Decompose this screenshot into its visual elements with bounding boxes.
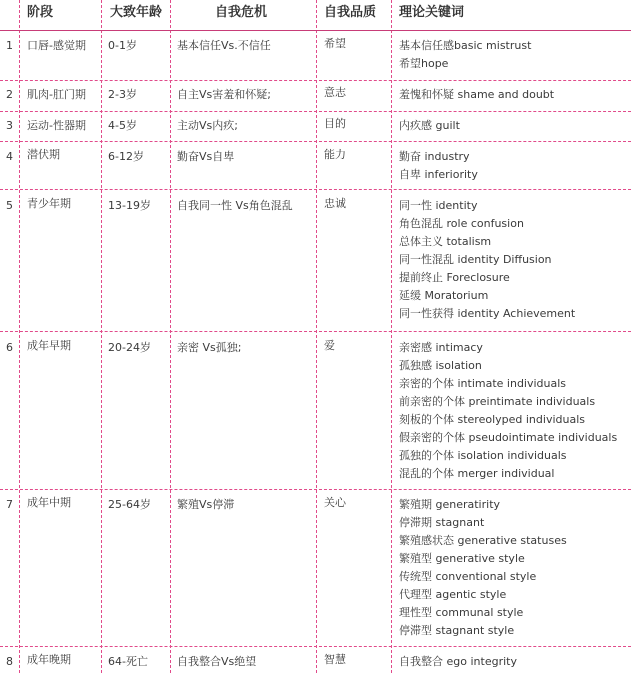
age-cell: 13-19岁 bbox=[108, 199, 151, 212]
virtue-cell: 目的 bbox=[324, 117, 346, 130]
keyword: 内疚感 guilt bbox=[399, 119, 460, 132]
virtue-cell: 爱 bbox=[324, 339, 335, 352]
row-number: 5 bbox=[6, 199, 13, 212]
row-divider bbox=[0, 111, 631, 112]
age-cell: 6-12岁 bbox=[108, 150, 144, 163]
row-number: 4 bbox=[6, 150, 13, 163]
keyword: 勤奋 industry bbox=[399, 150, 470, 163]
crisis-cell: 基本信任Vs.不信任 bbox=[177, 39, 271, 52]
keyword: 同一性 identity bbox=[399, 199, 478, 212]
keywords-cell bbox=[399, 86, 554, 104]
keyword: 孤独的个体 isolation individuals bbox=[399, 449, 567, 462]
crisis-cell: 主动Vs内疚; bbox=[177, 119, 238, 132]
keyword: 停滞期 stagnant bbox=[399, 516, 485, 529]
keyword: 繁殖期 generatirity bbox=[399, 498, 501, 511]
row-divider bbox=[0, 646, 631, 647]
header-keywords: 理论关键词 bbox=[399, 5, 465, 20]
age-cell: 20-24岁 bbox=[108, 341, 151, 354]
header-age: 大致年龄 bbox=[110, 5, 163, 20]
stage-cell: 潜伏期 bbox=[27, 148, 60, 161]
stage-cell: 成年晚期 bbox=[27, 653, 71, 666]
row-number: 7 bbox=[6, 498, 13, 511]
column-divider bbox=[391, 0, 392, 673]
row-divider bbox=[0, 489, 631, 490]
keywords-cell bbox=[399, 653, 517, 671]
keywords-cell bbox=[399, 37, 531, 73]
stage-cell: 运动-性器期 bbox=[27, 119, 86, 132]
stage-cell: 成年早期 bbox=[27, 339, 71, 352]
crisis-cell: 繁殖Vs停滞 bbox=[177, 498, 235, 511]
keyword: 假亲密的个体 pseudointimate individuals bbox=[399, 431, 618, 444]
row-number: 6 bbox=[6, 341, 13, 354]
keyword: 停滞型 stagnant style bbox=[399, 624, 515, 637]
column-divider bbox=[19, 0, 20, 673]
header-divider bbox=[0, 30, 631, 31]
crisis-cell: 自我整合Vs绝望 bbox=[177, 655, 257, 668]
keywords-cell bbox=[399, 117, 460, 135]
row-divider bbox=[0, 80, 631, 81]
keywords-cell bbox=[399, 496, 567, 640]
age-cell: 25-64岁 bbox=[108, 498, 151, 511]
stage-cell: 肌肉-肛门期 bbox=[27, 88, 86, 101]
keyword: 亲密的个体 intimate individuals bbox=[399, 377, 567, 390]
keyword: 繁殖感状态 generative statuses bbox=[399, 534, 567, 547]
row-divider bbox=[0, 141, 631, 142]
keywords-cell bbox=[399, 148, 478, 184]
keyword: 羞愧和怀疑 shame and doubt bbox=[399, 88, 555, 101]
virtue-cell: 意志 bbox=[324, 86, 346, 99]
keyword: 总体主义 totalism bbox=[399, 235, 492, 248]
virtue-cell: 智慧 bbox=[324, 653, 346, 666]
row-number: 2 bbox=[6, 88, 13, 101]
keyword: 传统型 conventional style bbox=[399, 570, 537, 583]
keyword: 同一性混乱 identity Diffusion bbox=[399, 253, 552, 266]
row-number: 8 bbox=[6, 655, 13, 668]
keyword: 同一性获得 identity Achievement bbox=[399, 307, 576, 320]
keyword: 自我整合 ego integrity bbox=[399, 655, 517, 668]
column-divider bbox=[316, 0, 317, 673]
row-divider bbox=[0, 189, 631, 190]
keyword: 刻板的个体 stereolyped individuals bbox=[399, 413, 585, 426]
age-cell: 2-3岁 bbox=[108, 88, 137, 101]
keyword: 希望hope bbox=[399, 57, 449, 70]
virtue-cell: 关心 bbox=[324, 496, 346, 509]
keyword: 基本信任感basic mistrust bbox=[399, 39, 532, 52]
virtue-cell: 希望 bbox=[324, 37, 346, 50]
stage-cell: 口唇-感觉期 bbox=[27, 39, 86, 52]
keyword: 自卑 inferiority bbox=[399, 168, 478, 181]
keyword: 前亲密的个体 preintimate individuals bbox=[399, 395, 596, 408]
header-crisis: 自我危机 bbox=[215, 5, 268, 20]
keywords-cell bbox=[399, 339, 617, 483]
keyword: 孤独感 isolation bbox=[399, 359, 482, 372]
keyword: 混乱的个体 merger individual bbox=[399, 467, 555, 480]
virtue-cell: 能力 bbox=[324, 148, 346, 161]
crisis-cell: 亲密 Vs孤独; bbox=[177, 341, 242, 354]
crisis-cell: 勤奋Vs自卑 bbox=[177, 150, 235, 163]
virtue-cell: 忠诚 bbox=[324, 197, 346, 210]
stage-cell: 成年中期 bbox=[27, 496, 71, 509]
header-stage: 阶段 bbox=[27, 5, 54, 20]
column-divider bbox=[101, 0, 102, 673]
keyword: 角色混乱 role confusion bbox=[399, 217, 524, 230]
row-number: 1 bbox=[6, 39, 13, 52]
keyword: 提前终止 Foreclosure bbox=[399, 271, 510, 284]
stage-cell: 青少年期 bbox=[27, 197, 71, 210]
row-number: 3 bbox=[6, 119, 13, 132]
keyword: 延缓 Moratorium bbox=[399, 289, 489, 302]
column-divider bbox=[170, 0, 171, 673]
age-cell: 4-5岁 bbox=[108, 119, 137, 132]
keyword: 理性型 communal style bbox=[399, 606, 524, 619]
keyword: 繁殖型 generative style bbox=[399, 552, 525, 565]
keyword: 亲密感 intimacy bbox=[399, 341, 483, 354]
age-cell: 0-1岁 bbox=[108, 39, 137, 52]
crisis-cell: 自主Vs害羞和怀疑; bbox=[177, 88, 271, 101]
age-cell: 64-死亡 bbox=[108, 655, 148, 668]
row-divider bbox=[0, 331, 631, 332]
crisis-cell: 自我同一性 Vs角色混乱 bbox=[177, 199, 293, 212]
header-virtue: 自我品质 bbox=[324, 5, 377, 20]
keywords-cell bbox=[399, 197, 575, 323]
keyword: 代理型 agentic style bbox=[399, 588, 507, 601]
